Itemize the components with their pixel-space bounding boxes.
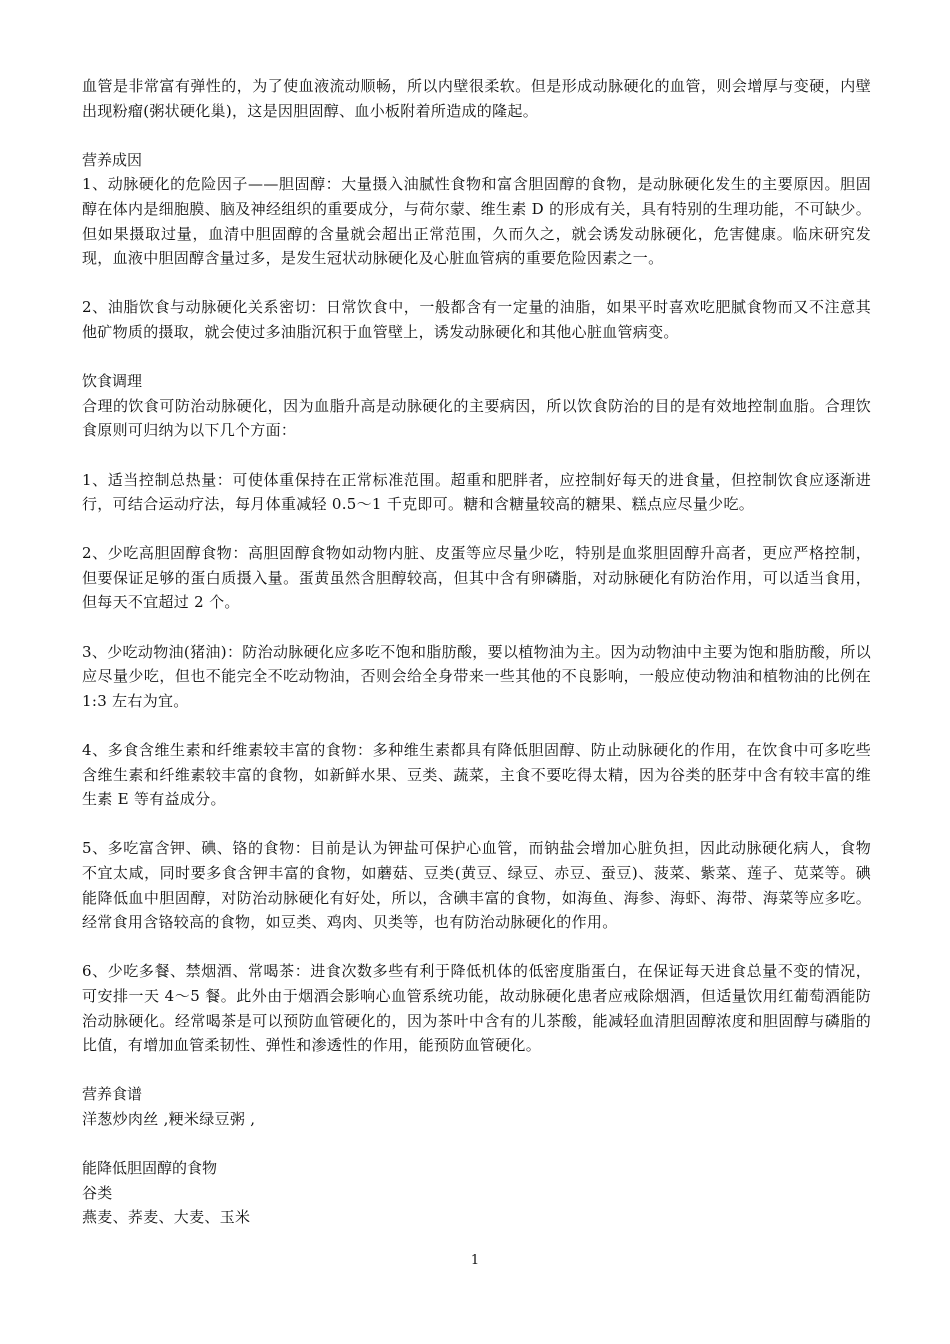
diet-item-3: 3、少吃动物油(猪油)：防治动脉硬化应多吃不饱和脂肪酸，要以植物油为主。因为动物油中主要为饱和脂肪酸，所以应尽量少吃，但也不能完全不吃动物油，否则会给全身带来一些其他的不良影响，一般应使动物油和植物油的比例在 1:3 左右为宜。 [82, 642, 871, 710]
section-heading-foods: 能降低胆固醇的食物 [82, 1159, 218, 1178]
diet-item-4: 4、多食含维生素和纤维素较丰富的食物：多种维生素都具有降低胆固醇、防止动脉硬化的作用，在饮食中可多吃些含维生素和纤维素较丰富的食物，如新鲜水果、豆类、蔬菜，主食不要吃得太精，因为谷类的胚芽中含有较丰富的维生素 E 等有益成分。 [82, 741, 871, 809]
spacer [82, 517, 871, 542]
spacer [82, 271, 871, 296]
diet-intro-paragraph: 合理的饮食可防治动脉硬化，因为血脂升高是动脉硬化的主要病因，所以饮食防治的目的是有效地控制血脂。合理饮食原则可归纳为以下几个方面： [82, 396, 871, 440]
document-body [82, 74, 871, 1230]
diet-item-1: 1、适当控制总热量：可使体重保持在正常标准范围。超重和肥胖者，应控制好每天的进食量，但控制饮食应逐渐进行，可结合运动疗法，每月体重减轻 0.5～1 千克即可。糖和含糖量较高的糖果、糕点应尽量少吃。 [82, 470, 871, 514]
spacer [82, 1058, 871, 1083]
spacer [82, 812, 871, 837]
intro-paragraph: 血管是非常富有弹性的，为了使血液流动顺畅，所以内壁很柔软。但是形成动脉硬化的血管，则会增厚与变硬，内壁出现粉瘤(粥状硬化巢)，这是因胆固醇、血小板附着所造成的隆起。 [82, 77, 871, 120]
food-category: 谷类 [82, 1183, 113, 1202]
section-heading-recipes: 营养食谱 [82, 1085, 143, 1104]
spacer [82, 935, 871, 960]
section-heading-diet: 饮食调理 [82, 372, 143, 391]
spacer [82, 615, 871, 640]
spacer [82, 123, 871, 148]
diet-item-6: 6、少吃多餐、禁烟酒、常喝茶：进食次数多些有利于降低机体的低密度脂蛋白，在保证每天进食总量不变的情况，可安排一天 4～5 餐。此外由于烟酒会影响心血管系统功能，故动脉硬化患者应戒除烟酒，但适量饮用红葡萄酒能防治动脉硬化。经常喝茶是可以预防血管硬化的，因为茶叶中含有的儿茶酸，能减轻血清胆固醇浓度和胆固醇与磷脂的比值，有增加血管柔韧性、弹性和渗透性的作用，能预防血管硬化。 [82, 962, 871, 1055]
page-number: 1 [470, 1253, 480, 1268]
diet-item-5: 5、多吃富含钾、碘、铬的食物：目前是认为钾盐可保护心血管，而钠盐会增加心脏负担，因此动脉硬化病人，食物不宜太咸，同时要多食含钾丰富的食物，如蘑菇、豆类(黄豆、绿豆、赤豆、蚕豆)、菠菜、紫菜、莲子、苋菜等。碘能降低血中胆固醇，对防治动脉硬化有好处，所以，含碘丰富的食物，如海鱼、海参、海虾、海带、海菜等应多吃。经常食用含铬较高的食物，如豆类、鸡肉、贝类等，也有防治动脉硬化的作用。 [82, 839, 871, 932]
spacer [82, 443, 871, 468]
spacer [82, 345, 871, 370]
section-heading-nutrition-causes: 营养成因 [82, 150, 143, 169]
diet-item-2: 2、少吃高胆固醇食物：高胆固醇食物如动物内脏、皮蛋等应尽量少吃，特别是血浆胆固醇升高者，更应严格控制，但要保证足够的蛋白质摄入量。蛋黄虽然含胆醇较高，但其中含有卵磷脂，对动脉硬化有防治作用，可以适当食用，但每天不宜超过 2 个。 [82, 544, 871, 612]
cause-item-2: 2、油脂饮食与动脉硬化关系密切：日常饮食中，一般都含有一定量的油脂，如果平时喜欢吃肥腻食物而又不注意其他矿物质的摄取，就会使过多油脂沉积于血管壁上，诱发动脉硬化和其他心脏血管病变。 [82, 298, 871, 341]
spacer [82, 713, 871, 738]
spacer [82, 1132, 871, 1157]
food-items: 燕麦、荞麦、大麦、玉米 [82, 1208, 251, 1227]
cause-item-1: 1、动脉硬化的危险因子——胆固醇：大量摄入油腻性食物和富含胆固醇的食物，是动脉硬化发生的主要原因。胆固醇在体内是细胞膜、脑及神经组织的重要成分，与荷尔蒙、维生素 D 的形成有关，具有特别的生理功能，不可缺少。但如果摄取过量，血清中胆固醇的含量就会超出正常范围，久而久之，就会诱发动脉硬化，危害健康。临床研究发现，血液中胆固醇含量过多，是发生冠状动脉硬化及心脏血管病的重要危险因素之一。 [82, 175, 871, 268]
recipes-text: 洋葱炒肉丝 ,粳米绿豆粥 , [82, 1109, 256, 1128]
